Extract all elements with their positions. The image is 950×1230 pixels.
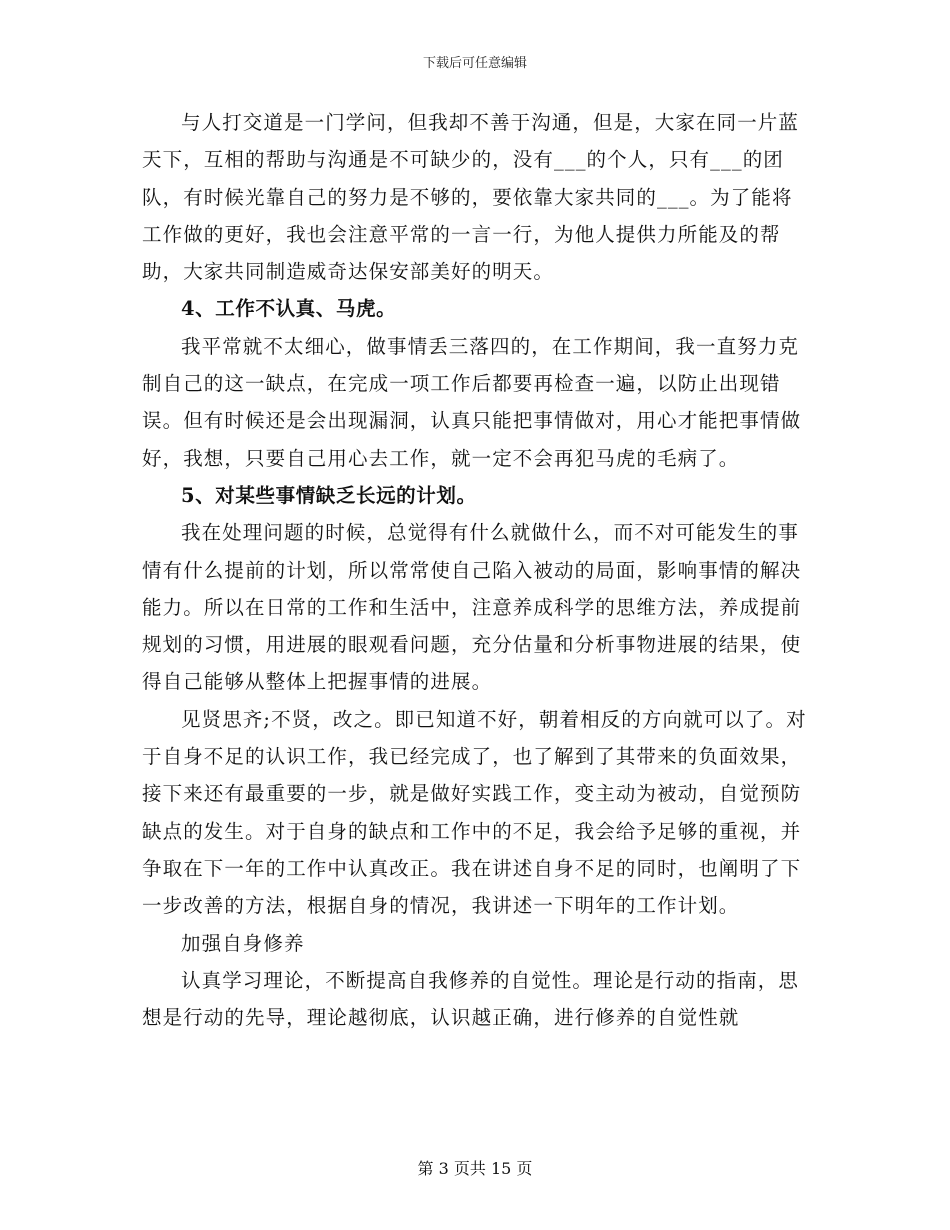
subheading-self-cultivation: 加强自身修养 xyxy=(181,931,305,955)
document-body xyxy=(142,104,812,1036)
paragraph-carelessness: 我平常就不太细心，做事情丢三落四的，在工作期间，我一直努力克制自己的这一缺点，在完成一项工作后都要再检查一遍，以防止出现错误。但有时候还是会出现漏洞，认真只能把事情做对，用心才能把事情做好，我想，只要自己用心去工作，就一定不会再犯马虎的毛病了。 xyxy=(142,334,802,470)
paragraph-improvement: 见贤思齐;不贤，改之。即已知道不好，朝着相反的方向就可以了。对于自身不足的认识工作，我已经完成了，也了解到了其带来的负面效果，接下来还有最重要的一步，就是做好实践工作，变主动为被动，自觉预防缺点的发生。对于自身的缺点和工作中的不足，我会给予足够的重视，并争取在下一年的工作中认真改正。我在讲述自身不足的同时，也阐明了下一步改善的方法，根据自身的情况，我讲述一下明年的工作计划。 xyxy=(142,707,807,918)
section-heading-5: 5、对某些事情缺乏长远的计划。 xyxy=(181,483,477,507)
page-number: 第 3 页共 15 页 xyxy=(417,1159,533,1178)
paragraph-theory-study: 认真学习理论，不断提高自我修养的自觉性。理论是行动的指南，思想是行动的先导，理论越彻底，认识越正确，进行修养的自觉性就 xyxy=(142,968,800,1030)
paragraph-planning: 我在处理问题的时候，总觉得有什么就做什么，而不对可能发生的事情有什么提前的计划，所以常常使自己陷入被动的局面，影响事情的解决能力。所以在日常的工作和生活中，注意养成科学的思维方法，养成提前规划的习惯，用进展的眼观看问题，充分估量和分析事物进展的结果，使得自己能够从整体上把握事情的进展。 xyxy=(142,521,802,694)
paragraph-communication: 与人打交道是一门学问，但我却不善于沟通，但是，大家在同一片蓝天下，互相的帮助与沟通是不可缺少的，没有___的个人，只有___的团队，有时候光靠自己的努力是不够的，要依靠大家共同的___。为了能将工作做的更好，我也会注意平常的一言一行，为他人提供力所能及的帮助，大家共同制造威奇达保安部美好的明天。 xyxy=(142,111,800,284)
section-heading-4: 4、工作不认真、马虎。 xyxy=(181,297,397,321)
page-header: 下载后可任意编辑 xyxy=(422,56,527,71)
